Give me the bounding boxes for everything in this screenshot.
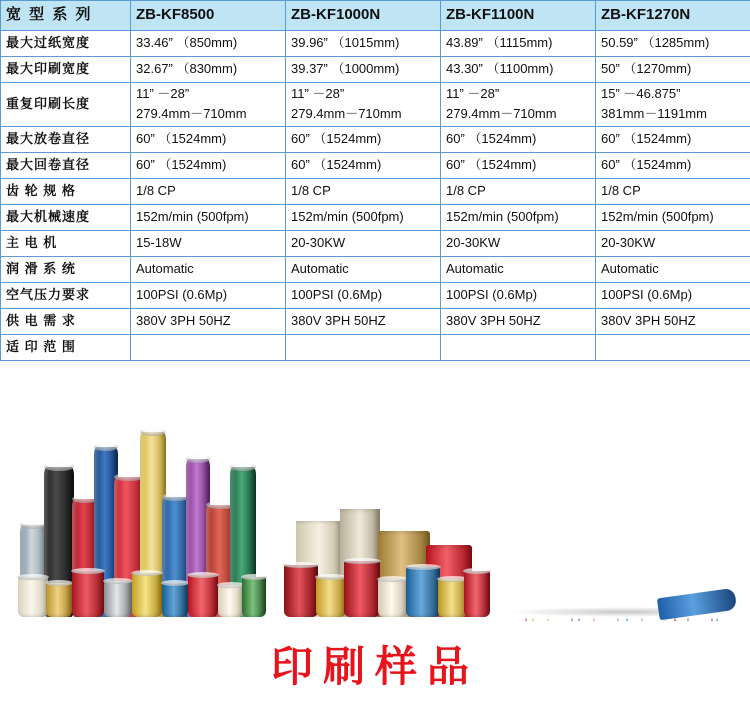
table-cell — [131, 152, 286, 178]
cell-line: 60” （1524mm) — [136, 156, 227, 172]
cell-line: 32.67” （830mm) — [136, 61, 238, 77]
paper-cone — [568, 617, 590, 621]
cell-line: 60” （1524mm) — [446, 130, 537, 146]
row-label: 重复印刷长度 — [1, 83, 131, 127]
paper-cup — [104, 581, 132, 617]
table-row — [1, 57, 750, 83]
cell-line: 152m/min (500fpm) — [136, 208, 249, 224]
table-header-model-2: ZB-KF1000N — [286, 1, 441, 31]
table-cell — [441, 126, 596, 152]
table-cell — [131, 308, 286, 334]
table-row — [1, 282, 750, 308]
paper-cone-horizontal — [657, 587, 737, 620]
table-cell — [441, 308, 596, 334]
cell-line: 100PSI (0.6Mp) — [601, 286, 693, 302]
table-cell — [131, 256, 286, 282]
table-cell — [286, 83, 441, 127]
table-cell — [131, 126, 286, 152]
paper-cup — [18, 577, 48, 617]
cell-line: 15” －46.875” — [601, 86, 681, 101]
table-cell — [286, 230, 441, 256]
cell-line: 11” －28” — [446, 86, 500, 101]
cell-line: 152m/min (500fpm) — [601, 208, 714, 224]
cell-line: 39.96” （1015mm) — [291, 35, 400, 51]
cell-line: Automatic — [291, 260, 349, 276]
row-label: 最大过纸宽度 — [1, 31, 131, 57]
table-cell — [286, 282, 441, 308]
table-row — [1, 334, 750, 360]
cell-line: 1/8 CP — [136, 182, 176, 198]
cell-line: 43.30” （1100mm) — [446, 61, 554, 77]
cell-line: 279.4mm－710mm — [291, 106, 402, 122]
cell-line: 1/8 CP — [291, 182, 331, 198]
table-cell — [441, 83, 596, 127]
row-label: 空气压力要求 — [1, 282, 131, 308]
table-cell — [596, 126, 750, 152]
table-header-series-label: 宽 型 系 列 — [1, 1, 131, 31]
cell-line: 60” （1524mm) — [291, 156, 382, 172]
samples-caption: 印刷样品 — [270, 641, 479, 691]
cell-line: 380V 3PH 50HZ — [446, 312, 541, 328]
samples-caption-banner — [0, 621, 750, 707]
row-label: 最大机械速度 — [1, 204, 131, 230]
paper-cups-and-bags-group — [282, 447, 492, 617]
table-cell — [441, 282, 596, 308]
table-cell — [286, 308, 441, 334]
row-label: 齿 轮 规 格 — [1, 178, 131, 204]
table-header-model-3: ZB-KF1100N — [441, 1, 596, 31]
table-row — [1, 178, 750, 204]
row-label: 适 印 范 围 — [1, 334, 131, 360]
table-cell — [131, 204, 286, 230]
table-row — [1, 126, 750, 152]
cell-line: 60” （1524mm) — [136, 130, 227, 146]
cell-line: 381mm－1191mm — [601, 106, 707, 122]
table-row — [1, 204, 750, 230]
paper-cup — [162, 583, 188, 617]
table-cell — [441, 152, 596, 178]
table-cell — [286, 126, 441, 152]
paper-cup — [316, 577, 346, 617]
table-cell — [441, 178, 596, 204]
row-label: 最大放卷直径 — [1, 126, 131, 152]
table-row — [1, 256, 750, 282]
table-cell — [286, 334, 441, 360]
table-row — [1, 308, 750, 334]
table-cell — [596, 334, 750, 360]
cell-line: 380V 3PH 50HZ — [136, 312, 231, 328]
table-cell — [286, 152, 441, 178]
cell-line: 279.4mm－710mm — [446, 106, 557, 122]
table-cell — [286, 256, 441, 282]
paper-cup — [284, 565, 318, 617]
table-cell — [131, 230, 286, 256]
cell-line: 100PSI (0.6Mp) — [291, 286, 383, 302]
paper-cones-group — [508, 467, 740, 617]
paper-cup — [464, 571, 490, 617]
paper-cup — [242, 577, 266, 617]
table-cell — [286, 178, 441, 204]
table-cell — [441, 57, 596, 83]
table-cell — [596, 152, 750, 178]
table-cell — [131, 282, 286, 308]
table-cell — [131, 178, 286, 204]
cell-line: Automatic — [601, 260, 659, 276]
table-cell — [596, 282, 750, 308]
table-row — [1, 152, 750, 178]
paper-cup — [218, 585, 244, 617]
table-row — [1, 83, 750, 127]
cell-line: 33.46” （850mm) — [136, 35, 238, 51]
table-cell — [131, 31, 286, 57]
cell-line: 1/8 CP — [446, 182, 486, 198]
cell-line: 1/8 CP — [601, 182, 641, 198]
table-cell — [286, 31, 441, 57]
cell-line: 60” （1524mm) — [601, 130, 692, 146]
table-row — [1, 31, 750, 57]
table-cell — [596, 308, 750, 334]
paper-cup — [72, 571, 104, 617]
table-cell — [286, 57, 441, 83]
table-cell — [596, 256, 750, 282]
cell-line: 20-30KW — [446, 234, 501, 250]
cell-line: Automatic — [136, 260, 194, 276]
table-cell — [131, 57, 286, 83]
paper-cone — [522, 617, 544, 621]
cell-line: 20-30KW — [601, 234, 656, 250]
cell-line: Automatic — [446, 260, 504, 276]
table-header-row — [1, 1, 750, 31]
table-header-model-4: ZB-KF1270N — [596, 1, 750, 31]
table-cell — [596, 57, 750, 83]
cell-line: 60” （1524mm) — [446, 156, 537, 172]
row-label: 最大印刷宽度 — [1, 57, 131, 83]
cell-line: 279.4mm－710mm — [136, 106, 247, 122]
paper-cup — [46, 583, 72, 617]
paper-cone — [616, 617, 638, 621]
paper-rolls-group — [14, 387, 264, 617]
paper-cup — [132, 573, 162, 617]
table-cell — [596, 204, 750, 230]
row-label: 润 滑 系 统 — [1, 256, 131, 282]
cell-line: 60” （1524mm) — [291, 130, 382, 146]
cell-line: 11” －28” — [136, 86, 190, 101]
table-cell — [441, 230, 596, 256]
cell-line: 11” －28” — [291, 86, 345, 101]
table-cell — [286, 204, 441, 230]
table-header-model-1: ZB-KF8500 — [131, 1, 286, 31]
table-cell — [131, 334, 286, 360]
cell-line: 43.89” （1115mm) — [446, 35, 553, 51]
cell-line: 39.37” （1000mm) — [291, 61, 400, 77]
paper-cone — [706, 617, 728, 621]
table-cell — [596, 83, 750, 127]
cell-line: 100PSI (0.6Mp) — [446, 286, 538, 302]
cell-line: 50” （1270mm) — [601, 61, 692, 77]
cell-line: 380V 3PH 50HZ — [291, 312, 386, 328]
paper-cup — [188, 575, 218, 617]
paper-cup — [406, 567, 440, 617]
table-cell — [596, 178, 750, 204]
table-cell — [441, 204, 596, 230]
table-cell — [441, 31, 596, 57]
table-cell — [596, 31, 750, 57]
cell-line: 60” （1524mm) — [601, 156, 692, 172]
row-label: 主 电 机 — [1, 230, 131, 256]
row-label: 最大回卷直径 — [1, 152, 131, 178]
table-cell — [131, 83, 286, 127]
table-cell — [596, 230, 750, 256]
printing-samples-gallery — [0, 361, 750, 621]
cell-line: 152m/min (500fpm) — [291, 208, 404, 224]
cell-line: 15-18W — [136, 234, 182, 250]
cell-line: 152m/min (500fpm) — [446, 208, 559, 224]
cell-line: 100PSI (0.6Mp) — [136, 286, 228, 302]
table-cell — [441, 256, 596, 282]
table-row — [1, 230, 750, 256]
paper-cup — [378, 579, 408, 617]
paper-cup — [344, 561, 380, 617]
cell-line: 380V 3PH 50HZ — [601, 312, 696, 328]
cell-line: 50.59” （1285mm) — [601, 35, 710, 51]
table-cell — [441, 334, 596, 360]
row-label: 供 电 需 求 — [1, 308, 131, 334]
cell-line: 20-30KW — [291, 234, 346, 250]
